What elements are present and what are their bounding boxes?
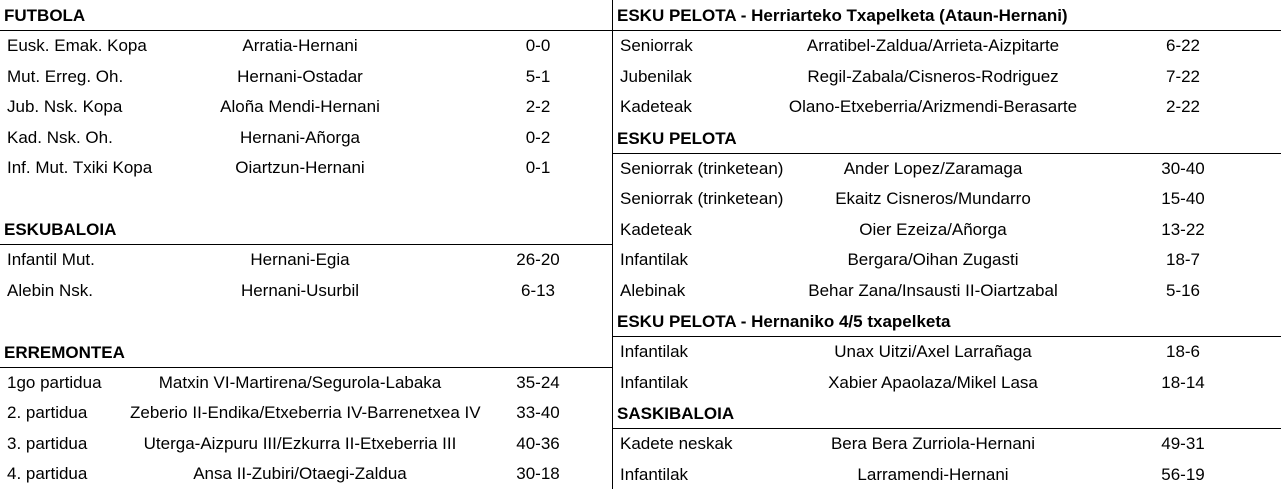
result-row [0, 62, 612, 93]
category-cell: Seniorrak (trinketean) [620, 154, 810, 185]
section-title: SASKIBALOIA [613, 398, 1281, 429]
result-row [0, 276, 612, 307]
match-cell: Bergara/Oihan Zugasti [773, 245, 1093, 276]
result-row [613, 62, 1281, 93]
match-cell: Oier Ezeiza/Añorga [773, 215, 1093, 246]
score-cell: 5-1 [478, 62, 598, 93]
match-cell: Hernani-Ostadar [130, 62, 470, 93]
category-cell: Seniorrak (trinketean) [620, 184, 810, 215]
result-row [0, 429, 612, 460]
section-title: ESKU PELOTA - Hernaniko 4/5 txapelketa [613, 306, 1281, 337]
score-cell: 0-0 [478, 31, 598, 62]
category-cell: Infantilak [620, 460, 810, 490]
score-cell: 6-22 [1123, 31, 1243, 62]
category-cell: Infantilak [620, 245, 810, 276]
score-cell: 18-6 [1123, 337, 1243, 368]
match-cell: Uterga-Aizpuru III/Ezkurra II-Etxeberria III [130, 429, 470, 460]
match-cell: Larramendi-Hernani [773, 460, 1093, 490]
score-cell: 40-36 [478, 429, 598, 460]
category-cell: Infantilak [620, 368, 810, 399]
category-cell: Eusk. Emak. Kopa [7, 31, 135, 62]
match-cell: Matxin VI-Martirena/Segurola-Labaka [130, 368, 470, 399]
score-cell: 35-24 [478, 368, 598, 399]
result-row [0, 123, 612, 154]
match-cell: Xabier Apaolaza/Mikel Lasa [773, 368, 1093, 399]
score-cell: 26-20 [478, 245, 598, 276]
score-cell: 15-40 [1123, 184, 1243, 215]
category-cell: Jub. Nsk. Kopa [7, 92, 135, 123]
section-esku-pelota [613, 123, 1281, 307]
section-title: ESKU PELOTA [613, 123, 1281, 154]
match-cell: Arratia-Hernani [130, 31, 470, 62]
result-row [613, 460, 1281, 490]
score-cell: 56-19 [1123, 460, 1243, 490]
result-row [613, 184, 1281, 215]
result-row [0, 31, 612, 62]
score-cell: 0-2 [478, 123, 598, 154]
section-title: FUTBOLA [0, 0, 612, 31]
category-cell: Kad. Nsk. Oh. [7, 123, 135, 154]
score-cell: 30-18 [478, 459, 598, 490]
result-row [613, 337, 1281, 368]
result-row [0, 153, 612, 184]
score-cell: 33-40 [478, 398, 598, 429]
result-row [613, 92, 1281, 123]
match-cell: Olano-Etxeberria/Arizmendi-Berasarte [773, 92, 1093, 123]
result-row [0, 459, 612, 490]
section-title: ERREMONTEA [0, 337, 612, 368]
category-cell: Mut. Erreg. Oh. [7, 62, 135, 93]
spacer [0, 306, 612, 337]
match-cell: Ansa II-Zubiri/Otaegi-Zaldua [130, 459, 470, 490]
result-row [0, 92, 612, 123]
category-cell: Kadete neskak [620, 429, 810, 460]
section-title: ESKU PELOTA - Herriarteko Txapelketa (Ataun-Hernani) [613, 0, 1281, 31]
category-cell: 1go partidua [7, 368, 135, 399]
match-cell: Aloña Mendi-Hernani [130, 92, 470, 123]
category-cell: Kadeteak [620, 215, 810, 246]
match-cell: Unax Uitzi/Axel Larrañaga [773, 337, 1093, 368]
category-cell: Alebin Nsk. [7, 276, 135, 307]
category-cell: Inf. Mut. Txiki Kopa [7, 153, 135, 184]
match-cell: Oiartzun-Hernani [130, 153, 470, 184]
score-cell: 13-22 [1123, 215, 1243, 246]
category-cell: Kadeteak [620, 92, 810, 123]
category-cell: 2. partidua [7, 398, 135, 429]
score-cell: 5-16 [1123, 276, 1243, 307]
result-row [613, 154, 1281, 185]
match-cell: Ander Lopez/Zaramaga [773, 154, 1093, 185]
section-eskubaloia [0, 214, 612, 306]
category-cell: Seniorrak [620, 31, 810, 62]
score-cell: 30-40 [1123, 154, 1243, 185]
result-row [0, 398, 612, 429]
score-cell: 49-31 [1123, 429, 1243, 460]
score-cell: 18-7 [1123, 245, 1243, 276]
match-cell: Arratibel-Zaldua/Arrieta-Aizpitarte [773, 31, 1093, 62]
result-row [613, 276, 1281, 307]
match-cell: Behar Zana/Insausti II-Oiartzabal [773, 276, 1093, 307]
section-futbola [0, 0, 612, 184]
score-cell: 2-2 [478, 92, 598, 123]
spacer [0, 184, 612, 215]
score-cell: 2-22 [1123, 92, 1243, 123]
match-cell: Hernani-Añorga [130, 123, 470, 154]
left-column [0, 0, 612, 489]
match-cell: Hernani-Usurbil [130, 276, 470, 307]
result-row [0, 245, 612, 276]
section-title: ESKUBALOIA [0, 214, 612, 245]
result-row [0, 368, 612, 399]
score-cell: 6-13 [478, 276, 598, 307]
section-erremontea [0, 337, 612, 490]
score-cell: 0-1 [478, 153, 598, 184]
result-row [613, 245, 1281, 276]
match-cell: Ekaitz Cisneros/Mundarro [773, 184, 1093, 215]
result-row [613, 31, 1281, 62]
match-cell: Bera Bera Zurriola-Hernani [773, 429, 1093, 460]
category-cell: Alebinak [620, 276, 810, 307]
score-cell: 18-14 [1123, 368, 1243, 399]
match-cell: Hernani-Egia [130, 245, 470, 276]
result-row [613, 429, 1281, 460]
category-cell: 3. partidua [7, 429, 135, 460]
result-row [613, 215, 1281, 246]
right-column [612, 0, 1281, 489]
category-cell: 4. partidua [7, 459, 135, 490]
result-row [613, 368, 1281, 399]
match-cell: Regil-Zabala/Cisneros-Rodriguez [773, 62, 1093, 93]
section-saskibaloia [613, 398, 1281, 490]
section-esku-pelota-hernaniko-4-5-txap [613, 306, 1281, 398]
category-cell: Infantil Mut. [7, 245, 135, 276]
score-cell: 7-22 [1123, 62, 1243, 93]
category-cell: Jubenilak [620, 62, 810, 93]
match-cell: Zeberio II-Endika/Etxeberria IV-Barrenetxea IV [130, 398, 470, 429]
section-esku-pelota-herriarteko-txapel [613, 0, 1281, 123]
category-cell: Infantilak [620, 337, 810, 368]
